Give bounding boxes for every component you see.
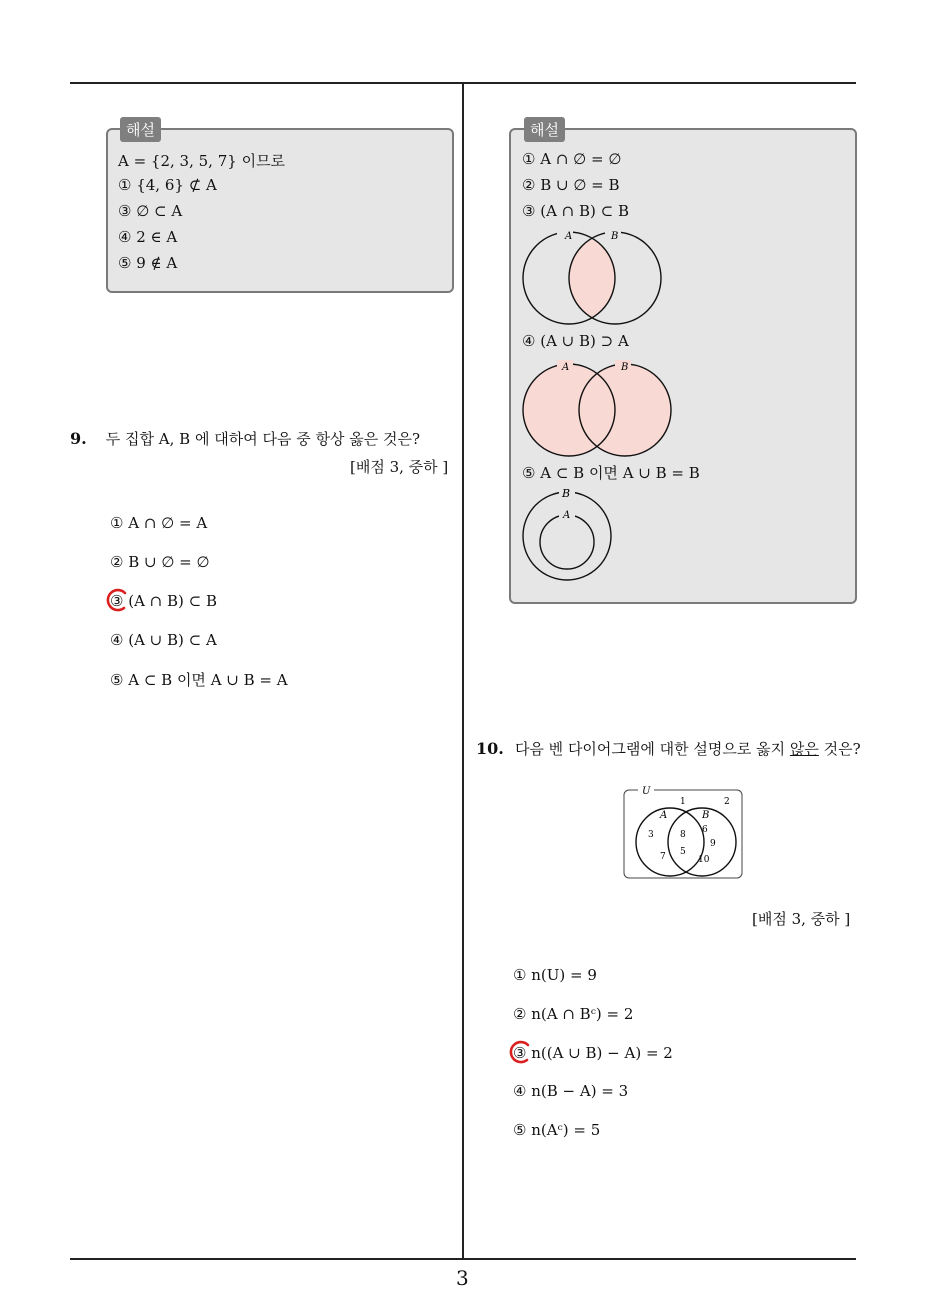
venn-label-b: B: [611, 231, 619, 242]
page-number: 3: [456, 1266, 469, 1290]
solution-line: ④ 2 ∈ A: [118, 228, 178, 246]
answer-option[interactable]: ④ (A ∪ B) ⊂ A: [110, 631, 217, 649]
element: 3: [648, 830, 654, 840]
venn-union-diagram: [515, 356, 680, 460]
venn-label-a: A: [562, 362, 570, 373]
question-10: [476, 738, 861, 759]
solution-line: ⑤ 9 ∉ A: [118, 254, 178, 272]
solution-line: ① A ∩ ∅ = ∅: [522, 150, 622, 168]
universe-label: U: [642, 786, 651, 797]
element: 5: [680, 847, 686, 857]
solution-line: ④ (A ∪ B) ⊃ A: [522, 332, 629, 350]
venn-label-a: A: [563, 510, 571, 521]
answer-option[interactable]: ⑤ n(Aᶜ) = 5: [513, 1121, 601, 1139]
answer-option[interactable]: ① A ∩ ∅ = A: [110, 514, 208, 532]
answer-option[interactable]: ④ n(B − A) = 3: [513, 1082, 629, 1100]
question-number: 9.: [70, 429, 87, 448]
q10-venn-diagram: [620, 782, 746, 882]
answer-option[interactable]: ③ (A ∩ B) ⊂ B: [110, 592, 218, 610]
answer-option[interactable]: ② n(A ∩ Bᶜ) = 2: [513, 1005, 634, 1023]
element: 2: [724, 797, 730, 807]
answer-option[interactable]: ② B ∪ ∅ = ∅: [110, 553, 210, 571]
solution-line: ② B ∪ ∅ = B: [522, 176, 620, 194]
solution-tag: 해설: [120, 117, 161, 142]
venn-subset-diagram: [515, 484, 625, 584]
venn-label-a: A: [565, 231, 573, 242]
question-text: 다음 벤 다이어그램에 대한 설명으로 옳지 않은 것은?: [514, 740, 861, 758]
answer-circle-mark: [506, 1038, 534, 1066]
element: 7: [660, 852, 666, 862]
solution-line: ① {4, 6} ⊄ A: [118, 176, 217, 194]
element: 6: [702, 825, 708, 835]
solution-line: ③ (A ∩ B) ⊂ B: [522, 202, 630, 220]
solution-tag: 해설: [524, 117, 565, 142]
footer-rule: [70, 1258, 856, 1260]
question-text: 두 집합 A, B 에 대하여 다음 중 항상 옳은 것은?: [105, 430, 420, 448]
venn-label-b: B: [562, 487, 571, 500]
venn-intersection-diagram: [515, 226, 675, 330]
element: 10: [698, 855, 710, 865]
set-a-label: A: [660, 810, 668, 821]
question-number: 10.: [476, 739, 504, 758]
answer-option[interactable]: ⑤ A ⊂ B 이면 A ∪ B = A: [110, 671, 288, 689]
venn-label-b: B: [621, 362, 629, 373]
set-b-label: B: [702, 810, 710, 821]
question-score: [배점 3, 중하 ]: [752, 910, 851, 928]
answer-option[interactable]: ① n(U) = 9: [513, 966, 597, 984]
solution-line: A = {2, 3, 5, 7} 이므로: [118, 152, 286, 170]
question-score: [배점 3, 중하 ]: [350, 458, 449, 476]
question-9: [70, 428, 420, 449]
column-divider: [462, 84, 464, 1260]
answer-circle-mark: [103, 586, 131, 614]
solution-line: ⑤ A ⊂ B 이면 A ∪ B = B: [522, 464, 700, 482]
solution-line: ③ ∅ ⊂ A: [118, 202, 183, 220]
answer-option[interactable]: ③ n((A ∪ B) − A) = 2: [513, 1044, 673, 1062]
element: 9: [710, 839, 716, 849]
element: 8: [680, 830, 686, 840]
element: 1: [680, 797, 686, 807]
